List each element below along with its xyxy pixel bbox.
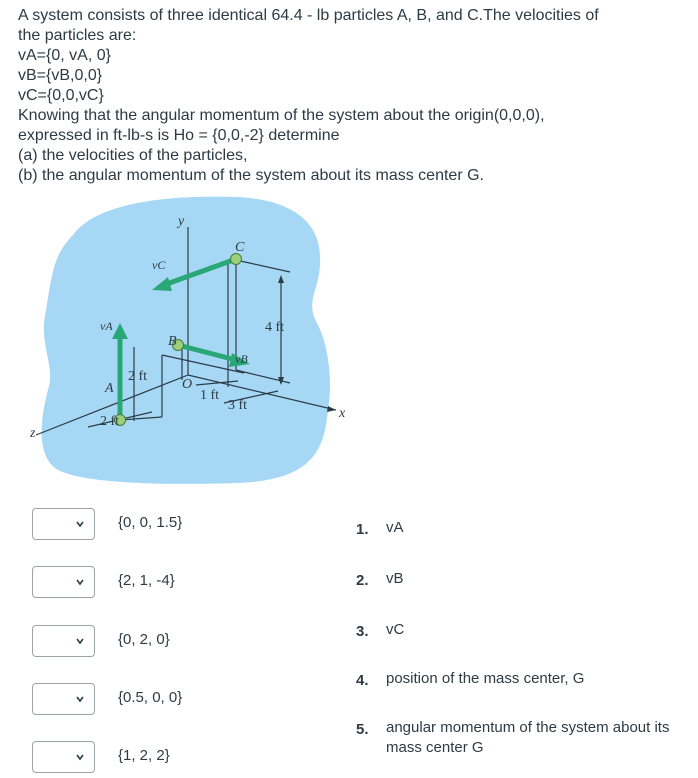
problem-line: vB={vB,0,0} xyxy=(18,67,103,84)
problem-line: Knowing that the angular momentum of the system about the origin(0,0,0), xyxy=(18,107,545,124)
answer-option: {0.5, 0, 0} xyxy=(118,689,183,706)
answer-dropdown-1[interactable] xyxy=(32,508,95,540)
legend-text: position of the mass center, G xyxy=(386,670,585,687)
problem-line: the particles are: xyxy=(18,27,137,44)
particle-system-figure xyxy=(28,195,368,485)
label-2ft-vertical: 2 ft xyxy=(128,369,148,384)
answer-row xyxy=(32,683,332,719)
label-2ft-bottom: 2 ft xyxy=(100,414,120,429)
label-vB: vB xyxy=(235,352,248,366)
problem-statement xyxy=(18,6,688,186)
problem-line: vC={0,0,vC} xyxy=(18,87,104,104)
chevron-down-icon xyxy=(76,695,84,703)
problem-line: vA={0, vA, 0} xyxy=(18,47,111,64)
label-B: B xyxy=(168,334,177,349)
legend-number: 1. xyxy=(356,521,369,538)
chevron-down-icon xyxy=(76,578,84,586)
legend-text: angular momentum of the system about its mass center G xyxy=(386,719,670,756)
answer-row xyxy=(32,566,332,602)
label-1ft: 1 ft xyxy=(200,388,220,403)
legend-text: vA xyxy=(386,519,404,536)
answer-option: {0, 2, 0} xyxy=(118,631,170,648)
label-A: A xyxy=(105,381,114,396)
answer-option: {0, 0, 1.5} xyxy=(118,514,183,531)
legend-number: 2. xyxy=(356,572,369,589)
answer-dropdown-2[interactable] xyxy=(32,566,95,598)
answer-row xyxy=(32,625,332,661)
legend-number: 5. xyxy=(356,721,369,738)
label-vC: vC xyxy=(152,258,166,272)
legend-number: 3. xyxy=(356,623,369,640)
legend-text: vB xyxy=(386,570,404,587)
label-z-axis: z xyxy=(30,426,36,441)
label-3ft: 3 ft xyxy=(228,398,248,413)
problem-line: (a) the velocities of the particles, xyxy=(18,147,248,164)
label-y-axis: y xyxy=(178,214,185,229)
problem-line: expressed in ft-lb-s is Ho = {0,0,-2} determine xyxy=(18,127,340,144)
label-O: O xyxy=(182,377,193,392)
answer-dropdown-5[interactable] xyxy=(32,741,95,773)
figure-background-blob xyxy=(42,197,330,484)
chevron-down-icon xyxy=(76,753,84,761)
answer-row xyxy=(32,741,332,777)
chevron-down-icon xyxy=(76,637,84,645)
legend-number: 4. xyxy=(356,672,369,689)
answer-row xyxy=(32,508,332,544)
answer-option: {2, 1, -4} xyxy=(118,572,175,589)
legend-text: vC xyxy=(386,621,405,638)
chevron-down-icon xyxy=(76,520,84,528)
label-C: C xyxy=(235,240,245,255)
problem-line: (b) the angular momentum of the system about its mass center G. xyxy=(18,167,484,184)
answer-option: {1, 2, 2} xyxy=(118,747,170,764)
answer-dropdown-4[interactable] xyxy=(32,683,95,715)
label-4ft: 4 ft xyxy=(265,320,285,335)
figure-svg xyxy=(28,195,368,485)
particle-C xyxy=(231,254,242,265)
label-vA: vA xyxy=(100,319,113,333)
x-axis-arrowhead xyxy=(327,406,336,412)
label-x-axis: x xyxy=(339,406,346,421)
answer-dropdown-3[interactable] xyxy=(32,625,95,657)
problem-line: A system consists of three identical 64.4 - lb particles A, B, and C.The velocities of xyxy=(18,7,599,24)
